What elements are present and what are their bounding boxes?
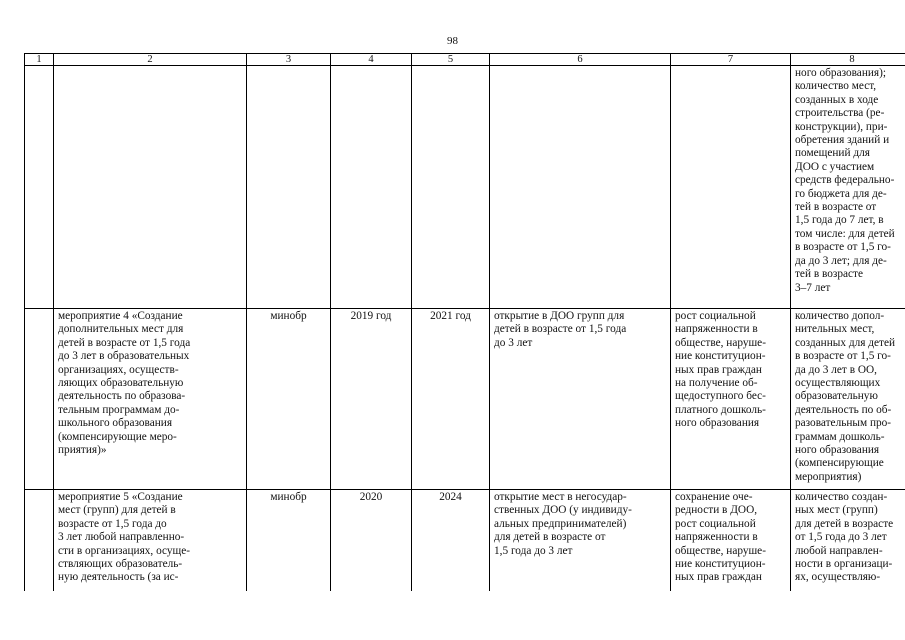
cell-text-line: детей в возрасте от 1,5 года (494, 323, 627, 336)
column-number: 8 (791, 54, 905, 66)
column-number: 7 (671, 54, 791, 66)
cell-text-line: на получение об- (675, 377, 758, 390)
indicator-cell (791, 309, 905, 490)
cell-text-line: средств федерально- (795, 174, 895, 187)
result-cell (490, 309, 671, 490)
cell-text-line: деятельность по об- (795, 403, 892, 416)
cell-text-line: 1,5 года до 3 лет (494, 544, 573, 557)
row-number-cell (25, 66, 54, 309)
cell-text-line: тей в возрасте от (795, 201, 877, 214)
start-date-cell: 2020 (331, 490, 412, 592)
cell-text-line: строительства (ре- (795, 107, 885, 120)
column-number-row (25, 54, 905, 66)
executor-cell: минобр (247, 490, 331, 592)
cell-text-line: щедоступного бес- (675, 390, 766, 403)
cell-text-line: помещений для (795, 147, 870, 160)
cell-text-line: мероприятия) (795, 470, 862, 483)
cell-text-line: тельным программам до- (58, 403, 180, 416)
cell-text-line: ную деятельность (за ис- (58, 571, 179, 584)
cell-text-line: том числе: для детей (795, 227, 895, 240)
cell-text-line: ях, осуществляю- (795, 571, 881, 584)
cell-text-line: ние конституцион- (675, 558, 766, 571)
cell-text-line: напряженности в (675, 531, 758, 544)
cell-text-line: ДОО с участием (795, 160, 875, 173)
cell-text-line: для детей в возрасте (795, 517, 894, 530)
column-number: 2 (54, 54, 247, 66)
cell-text-line: ности в организаци- (795, 558, 893, 571)
start-date-cell (331, 66, 412, 309)
cell-text-line: альных предпринимателей) (494, 517, 627, 530)
cell-text-line: платного дошколь- (675, 403, 766, 416)
cell-text-line: мест (групп) для детей в (58, 504, 176, 517)
column-number: 3 (247, 54, 331, 66)
cell-text-line: мероприятие 4 «Создание (58, 310, 183, 322)
indicator-cell (791, 66, 905, 309)
cell-text-line: количество создан- (795, 491, 888, 503)
cell-text-line: организациях, осуществ- (58, 363, 179, 376)
row-number-cell (25, 490, 54, 592)
cell-text-line: сохранение оче- (675, 491, 753, 503)
executor-cell: минобр (247, 309, 331, 490)
table-row (25, 490, 905, 592)
cell-text-line: в возрасте от 1,5 го- (795, 350, 891, 363)
cell-text-line: школьного образования (58, 417, 173, 430)
cell-text-line: дополнительных мест для (58, 323, 184, 336)
cell-text-line: граммам дошколь- (795, 430, 885, 443)
cell-text-line: количество допол- (795, 310, 885, 322)
page-number: 98 (447, 35, 458, 47)
cell-text-line: осуществляющих (795, 377, 881, 390)
cell-text-line: разовательным про- (795, 417, 892, 430)
cell-text-line: возрасте от 1,5 года до (58, 517, 167, 530)
cell-text-line: до 3 лет в образовательных (58, 350, 190, 363)
cell-text-line: рост социальной (675, 310, 756, 322)
cell-text-line: ных прав граждан (675, 571, 762, 584)
start-date-cell: 2019 год (331, 309, 412, 490)
table-row (25, 66, 905, 309)
measure-cell (54, 66, 247, 309)
cell-text-line: (компенсирующие меро- (58, 430, 177, 443)
cell-text-line: для детей в возрасте от (494, 531, 606, 544)
cell-text-line: приятия)» (58, 444, 107, 457)
cell-text-line: детей в возрасте от 1,5 года (58, 336, 191, 349)
cell-text-line: любой направлен- (795, 544, 883, 557)
cell-text-line: тей в возрасте (795, 268, 863, 281)
cell-text-line: деятельность по образова- (58, 390, 186, 403)
cell-text-line: обществе, наруше- (675, 336, 766, 349)
consequences-cell (671, 66, 791, 309)
cell-text-line: ственных ДОО (у индивиду- (494, 504, 632, 517)
cell-text-line: ных прав граждан (675, 363, 762, 376)
cell-text-line: рост социальной (675, 517, 756, 530)
cell-text-line: конструкции), при- (795, 120, 888, 133)
cell-text-line: (компенсирующие (795, 457, 884, 470)
cell-text-line: нительных мест, (795, 323, 875, 336)
cell-text-line: ние конституцион- (675, 350, 766, 363)
consequences-cell (671, 309, 791, 490)
table-row (25, 309, 905, 490)
row-number-cell (25, 309, 54, 490)
cell-text-line: образовательную (795, 390, 878, 403)
measures-table (24, 53, 905, 591)
measure-cell (54, 490, 247, 592)
cell-text-line: да до 3 лет; для де- (795, 254, 887, 267)
cell-text-line: количество мест, (795, 80, 877, 93)
cell-text-line: созданных в ходе (795, 93, 879, 106)
cell-text-line: в возрасте от 1,5 го- (795, 241, 891, 254)
cell-text-line: го бюджета для де- (795, 187, 887, 200)
cell-text-line: обществе, наруше- (675, 544, 766, 557)
cell-text-line: мероприятие 5 «Создание (58, 491, 183, 503)
column-number: 1 (25, 54, 54, 66)
cell-text-line: 1,5 года до 7 лет, в (795, 214, 884, 227)
end-date-cell (412, 66, 490, 309)
cell-text-line: ного образования (675, 417, 760, 430)
cell-text-line: 3–7 лет (795, 281, 831, 294)
indicator-cell (791, 490, 905, 592)
measure-cell (54, 309, 247, 490)
end-date-cell: 2021 год (412, 309, 490, 490)
cell-text-line: редности в ДОО, (675, 504, 758, 517)
result-cell (490, 66, 671, 309)
cell-text-line: обретения зданий и (795, 134, 890, 147)
cell-text-line: созданных для детей (795, 336, 896, 349)
consequences-cell (671, 490, 791, 592)
cell-text-line: от 1,5 года до 3 лет (795, 531, 887, 544)
column-number: 4 (331, 54, 412, 66)
cell-text-line: открытие в ДОО групп для (494, 310, 625, 322)
cell-text-line: ляющих образовательную (58, 377, 184, 390)
cell-text-line: ствляющих образователь- (58, 558, 183, 571)
cell-text-line: до 3 лет (494, 336, 533, 349)
result-cell (490, 490, 671, 592)
cell-text-line: открытие мест в негосудар- (494, 491, 627, 503)
column-number: 6 (490, 54, 671, 66)
cell-text-line: ного образования); (795, 67, 887, 79)
cell-text-line: напряженности в (675, 323, 758, 336)
column-number: 5 (412, 54, 490, 66)
cell-text-line: да до 3 лет в ОО, (795, 363, 877, 376)
cell-text-line: ного образования (795, 444, 880, 457)
cell-text-line: ных мест (групп) (795, 504, 878, 517)
cell-text-line: сти в организациях, осуще- (58, 544, 190, 557)
executor-cell (247, 66, 331, 309)
end-date-cell: 2024 (412, 490, 490, 592)
cell-text-line: 3 лет любой направленно- (58, 531, 185, 544)
